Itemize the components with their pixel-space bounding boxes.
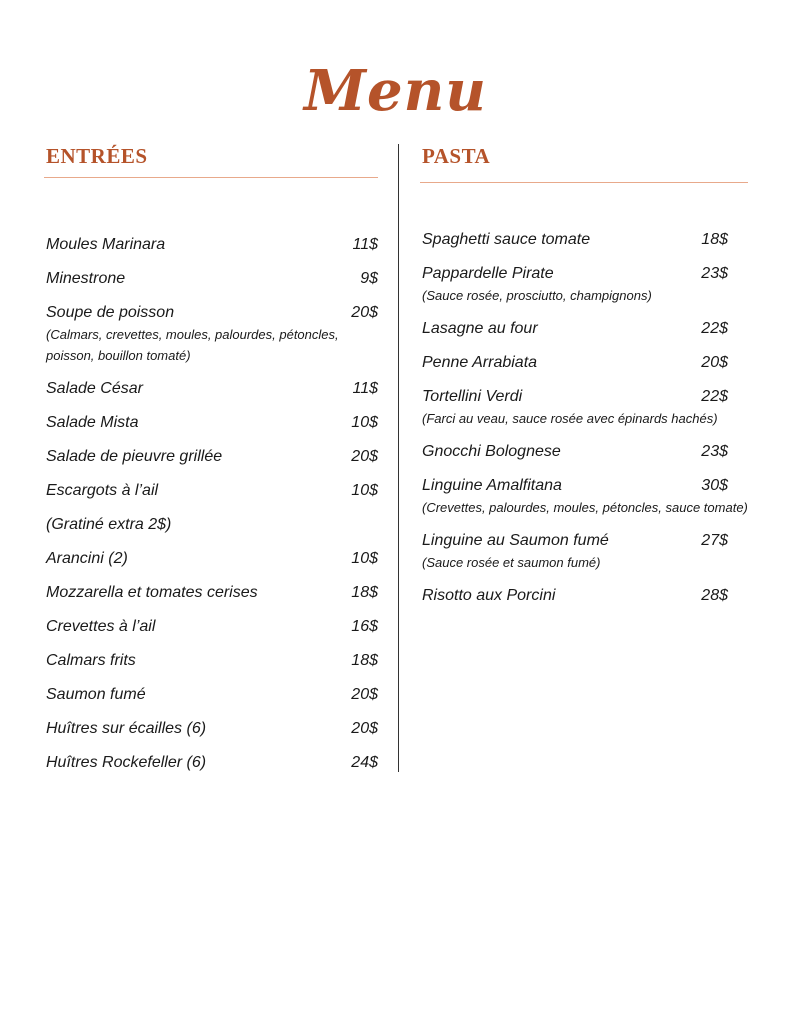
menu-item-name: Escargots à l’ail <box>46 482 159 499</box>
menu-item <box>46 302 378 366</box>
menu-item <box>422 318 748 340</box>
menu-item-row <box>46 514 378 536</box>
menu-item <box>422 229 748 251</box>
menu-item-row <box>46 480 378 502</box>
menu-item-price: 20$ <box>351 304 378 321</box>
menu-item-row <box>422 263 748 285</box>
menu-item <box>422 263 748 306</box>
entrees-list <box>46 234 378 786</box>
menu-item <box>46 616 378 638</box>
menu-item-price: 16$ <box>351 618 378 635</box>
menu-item <box>46 412 378 434</box>
entrees-heading: ENTRÉES <box>46 144 148 168</box>
menu-item-price: 27$ <box>701 532 728 549</box>
menu-item-price: 22$ <box>701 320 728 337</box>
menu-item-price: 18$ <box>351 584 378 601</box>
menu-item-name: Linguine au Saumon fumé <box>422 532 609 549</box>
menu-item-row <box>422 475 748 497</box>
menu-item-name: Lasagne au four <box>422 320 538 337</box>
menu-item-row <box>46 268 378 290</box>
menu-title: Menu <box>303 58 488 124</box>
menu-item-name: Saumon fumé <box>46 686 146 703</box>
menu-item-price: 11$ <box>352 236 378 253</box>
menu-item-row <box>422 318 748 340</box>
entrees-rule <box>44 177 378 178</box>
menu-item-name: Salade César <box>46 380 143 397</box>
menu-item <box>46 446 378 468</box>
menu-item-row <box>422 585 748 607</box>
menu-item-name: Soupe de poisson <box>46 304 175 321</box>
menu-item-price: 20$ <box>351 448 378 465</box>
menu-item <box>46 514 378 536</box>
menu-item-price: 11$ <box>352 380 378 397</box>
menu-item-price: 18$ <box>351 652 378 669</box>
menu-item-row <box>46 234 378 256</box>
menu-item-price: 10$ <box>351 414 378 431</box>
menu-item-price: 28$ <box>701 587 728 604</box>
menu-item <box>46 582 378 604</box>
menu-item-name: Spaghetti sauce tomate <box>422 231 591 248</box>
menu-item-price <box>346 514 378 536</box>
menu-item-row <box>46 548 378 570</box>
menu-item-name: Gnocchi Bolognese <box>422 443 561 460</box>
menu-item <box>422 441 748 463</box>
menu-item-price: 10$ <box>351 482 378 499</box>
menu-item-name: Arancini (2) <box>46 550 128 567</box>
menu-item-name: Tortellini Verdi <box>422 388 523 405</box>
menu-item-price: 22$ <box>701 388 728 405</box>
menu-item <box>46 718 378 740</box>
menu-item-row <box>422 386 748 408</box>
menu-item-description: (Crevettes, palourdes, moules, pétoncles, sauce tomate) <box>422 500 748 515</box>
pasta-list <box>422 229 748 619</box>
menu-item-price: 20$ <box>701 354 728 371</box>
menu-item-row <box>46 650 378 672</box>
menu-item <box>46 480 378 502</box>
menu-item-name: Pappardelle Pirate <box>422 265 554 282</box>
menu-item-price: 10$ <box>351 550 378 567</box>
menu-item <box>46 684 378 706</box>
menu-item <box>422 352 748 374</box>
menu-item-row <box>422 530 748 552</box>
menu-item-name: Linguine Amalfitana <box>422 477 562 494</box>
menu-item-price: 24$ <box>351 754 378 771</box>
menu-item-name: Crevettes à l’ail <box>46 618 156 635</box>
menu-item-name: Mozzarella et tomates cerises <box>46 584 258 601</box>
menu-item <box>422 585 748 607</box>
menu-item-price: 30$ <box>701 477 728 494</box>
menu-item-row <box>46 616 378 638</box>
menu-item-row <box>46 378 378 400</box>
menu-item-row <box>46 718 378 740</box>
menu-item-row <box>46 582 378 604</box>
menu-item-name: Risotto aux Porcini <box>422 587 556 604</box>
menu-item-name: Huîtres sur écailles (6) <box>46 720 207 737</box>
menu-item <box>46 650 378 672</box>
menu-item-name: (Gratiné extra 2$) <box>46 516 172 533</box>
menu-item <box>46 752 378 774</box>
pasta-heading: PASTA <box>422 144 491 168</box>
menu-item-description: (Sauce rosée, prosciutto, champignons) <box>422 288 652 303</box>
menu-item-price: 23$ <box>701 265 728 282</box>
column-divider <box>398 144 399 772</box>
menu-item-row <box>422 441 748 463</box>
menu-item-name: Calmars frits <box>46 652 136 669</box>
menu-item-description: (Sauce rosée et saumon fumé) <box>422 555 601 570</box>
menu-item <box>46 378 378 400</box>
menu-item-name: Huîtres Rockefeller (6) <box>46 754 207 771</box>
menu-item <box>46 268 378 290</box>
menu-item-name: Minestrone <box>46 270 126 287</box>
menu-item <box>422 386 748 429</box>
menu-item-row <box>46 446 378 468</box>
menu-item-price: 23$ <box>701 443 728 460</box>
menu-item-row <box>46 412 378 434</box>
menu-item-row <box>46 684 378 706</box>
menu-item-row <box>46 302 378 324</box>
menu-item-description: (Farci au veau, sauce rosée avec épinards hachés) <box>422 411 718 426</box>
menu-item-row <box>422 352 748 374</box>
menu-item-name: Penne Arrabiata <box>422 354 538 371</box>
menu-item-price: 18$ <box>701 231 728 248</box>
menu-item-name: Salade Mista <box>46 414 139 431</box>
menu-item-row <box>422 229 748 251</box>
menu-item-price: 20$ <box>351 720 378 737</box>
menu-item-price: 9$ <box>360 270 378 287</box>
menu-item <box>46 234 378 256</box>
menu-item <box>422 530 748 573</box>
menu-item-row <box>46 752 378 774</box>
menu-item-price: 20$ <box>351 686 378 703</box>
pasta-rule <box>420 182 748 183</box>
menu-item <box>46 548 378 570</box>
menu-item-name: Salade de pieuvre grillée <box>46 448 223 465</box>
menu-item-name: Moules Marinara <box>46 236 166 253</box>
pasta-section <box>422 140 748 604</box>
menu-item <box>422 475 748 518</box>
entrees-section <box>46 140 378 771</box>
menu-item-description: (Calmars, crevettes, moules, palourdes, pétoncles, poisson, bouillon tomaté) <box>46 327 339 363</box>
